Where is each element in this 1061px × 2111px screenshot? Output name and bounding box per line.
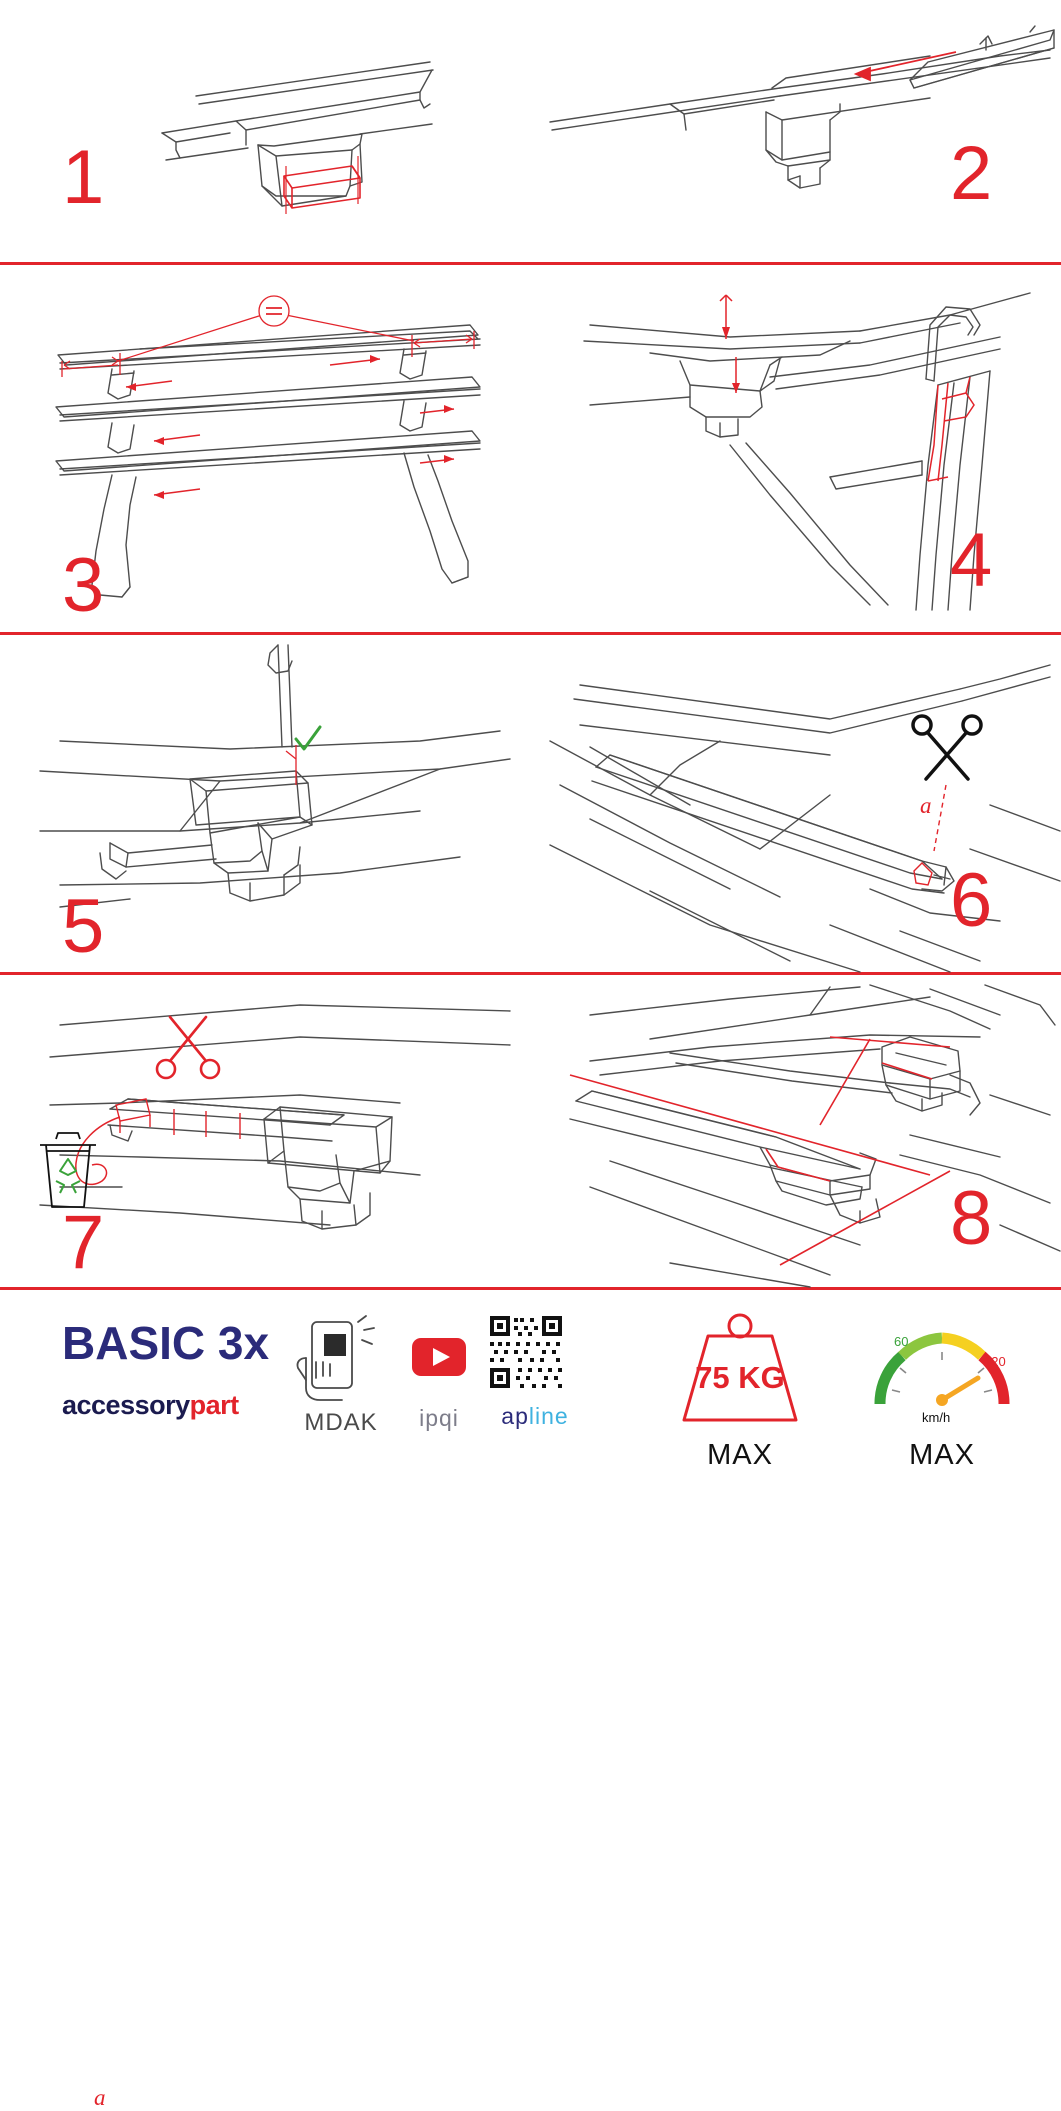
step-number-1: 1 <box>62 135 104 220</box>
company-name-part1: accessory <box>62 1390 190 1420</box>
step-2-panel <box>530 0 1061 262</box>
logo-mdak-label: MDAK <box>304 1409 378 1436</box>
logo-apline-label <box>472 1403 598 1430</box>
logo-ipqi <box>394 1328 484 1432</box>
step-number-3: 3 <box>62 543 104 628</box>
company-name <box>62 1390 269 1421</box>
step-3-panel <box>0 265 530 632</box>
logo-ipqi-label: ipqi <box>419 1405 459 1431</box>
weight-value: 75 KG <box>695 1360 785 1395</box>
weight-max-label: MAX <box>707 1439 773 1471</box>
product-name-text: BASIC 3 <box>62 1317 244 1369</box>
weight-limit <box>650 1300 830 1472</box>
step-number-8: 8 <box>950 1176 992 1261</box>
part-label-a-step7: a <box>94 2085 106 2110</box>
logo-mdak <box>286 1314 396 1437</box>
youtube-icon <box>394 1328 484 1388</box>
svg-text:60: 60 <box>894 1334 909 1349</box>
svg-text:120: 120 <box>984 1354 1006 1369</box>
company-name-part2: part <box>189 1390 239 1420</box>
logo-apline <box>472 1312 598 1430</box>
speed-limit <box>852 1300 1032 1472</box>
step-4-panel <box>530 265 1061 632</box>
qr-code-icon <box>472 1312 598 1390</box>
step-number-2: 2 <box>950 131 992 216</box>
product-name <box>62 1318 269 1368</box>
step-5-panel <box>0 635 530 972</box>
brand-block <box>62 1318 269 1421</box>
step-1-panel <box>0 0 530 262</box>
step-number-7: 7 <box>62 1200 104 1285</box>
speedometer-icon <box>852 1300 1032 1430</box>
qr-hand-icon <box>286 1314 396 1404</box>
logo-apline-part2: line <box>528 1403 569 1429</box>
product-multiplier: x <box>243 1317 270 1369</box>
step-8-panel <box>530 975 1061 1287</box>
step-number-5: 5 <box>62 884 104 969</box>
svg-text:km/h: km/h <box>922 1410 951 1425</box>
part-label-a-step6: a <box>920 793 932 818</box>
step-1-illustration <box>0 0 530 262</box>
speed-max-label: MAX <box>909 1439 975 1471</box>
step-number-6: 6 <box>950 858 992 943</box>
logo-apline-part1: ap <box>501 1403 529 1429</box>
step-6-panel <box>530 635 1061 972</box>
step-number-4: 4 <box>950 518 992 603</box>
footer <box>0 1290 1061 1500</box>
